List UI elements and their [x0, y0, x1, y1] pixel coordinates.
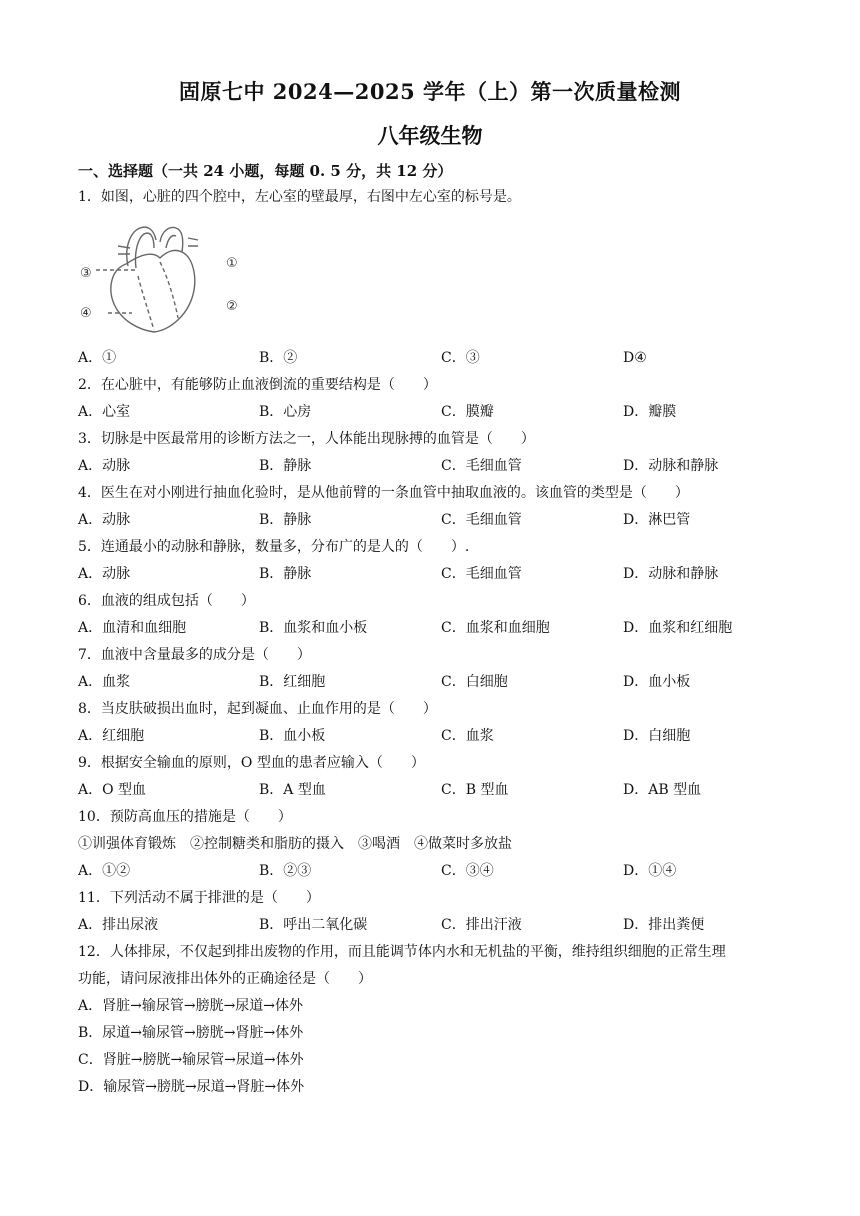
question-7-stem: 7．血液中含量最多的成分是（ ） [78, 647, 311, 663]
question-10-options [78, 861, 798, 881]
question-9-stem: 9．根据安全输血的原则，O 型血的患者应输入（ ） [78, 755, 425, 771]
question-2-stem: 2．在心脏中，有能够防止血液倒流的重要结构是（ ） [78, 377, 437, 393]
option-c: C．毛细血管 [441, 512, 522, 528]
option-a: A．血清和血细胞 [78, 620, 187, 636]
option-d: D．输尿管→膀胱→尿道→肾脏→体外 [78, 1079, 305, 1095]
option-c: C．毛细血管 [441, 458, 522, 474]
question-1-stem: 1．如图，心脏的四个腔中，左心室的壁最厚，右图中左心室的标号是。 [78, 189, 521, 205]
option-c: C．毛细血管 [441, 566, 522, 582]
question-4-options [78, 510, 798, 530]
option-d: D．淋巴管 [623, 512, 691, 528]
section-heading: 一、选择题（一共 24 小题，每题 0. 5 分，共 12 分） [78, 162, 453, 180]
label-1: ① [226, 256, 238, 271]
option-a: A．O 型血 [78, 782, 147, 798]
question-10-statements: ①训强体育锻炼 ②控制糖类和脂肪的摄入 ③喝酒 ④做菜时多放盐 [78, 836, 512, 852]
option-b: B．A 型血 [259, 782, 326, 798]
question-5-options [78, 564, 798, 584]
option-b: B．② [259, 350, 298, 366]
option-c: C．③ [441, 350, 480, 366]
option-a: A．红细胞 [78, 728, 145, 744]
option-d: D．瓣膜 [623, 404, 677, 420]
label-3: ③ [80, 266, 92, 281]
exam-title: 固原七中 2024—2025 学年（上）第一次质量检测 [178, 79, 681, 104]
option-b: B．红细胞 [259, 674, 326, 690]
question-12-stem-line-2: 功能，请问尿液排出体外的正确途径是（ ） [78, 971, 372, 987]
option-b: B．血浆和血小板 [259, 620, 368, 636]
question-5-stem: 5．连通最小的动脉和静脉，数量多，分布广的是人的（ ）. [78, 539, 470, 555]
question-6-stem: 6．血液的组成包括（ ） [78, 593, 255, 609]
option-b: B．静脉 [259, 458, 312, 474]
question-11-stem: 11．下列活动不属于排泄的是（ ） [78, 890, 320, 906]
option-d: D．①④ [623, 863, 677, 879]
option-a: A．排出尿液 [78, 917, 159, 933]
option-b: B．呼出二氧化碳 [259, 917, 368, 933]
question-12-stem-line-1: 12．人体排尿，不仅起到排出废物的作用，而且能调节体内水和无机盐的平衡，维持组织细胞的正常生理 [78, 944, 726, 960]
label-2: ② [226, 299, 238, 314]
option-c: C．肾脏→膀胱→输尿管→尿道→体外 [78, 1052, 304, 1068]
option-d: D．排出粪便 [623, 917, 705, 933]
option-a: A．动脉 [78, 512, 131, 528]
option-d: D④ [623, 350, 647, 366]
question-9-options [78, 780, 798, 800]
option-a: A．① [78, 350, 117, 366]
question-1-options [78, 348, 798, 368]
option-d: D．白细胞 [623, 728, 691, 744]
option-b: B．心房 [259, 404, 312, 420]
question-11-options [78, 915, 798, 935]
option-c: C．排出汗液 [441, 917, 522, 933]
option-a: A．肾脏→输尿管→膀胱→尿道→体外 [78, 998, 304, 1014]
option-c: C．血浆 [441, 728, 494, 744]
option-a: A．心室 [78, 404, 131, 420]
option-a: A．动脉 [78, 458, 131, 474]
question-4-stem: 4．医生在对小刚进行抽血化验时，是从他前臂的一条血管中抽取血液的。该血管的类型是（ ） [78, 485, 689, 501]
option-a: A．①② [78, 863, 131, 879]
option-b: B．血小板 [259, 728, 326, 744]
option-c: C．白细胞 [441, 674, 508, 690]
option-b: B．②③ [259, 863, 312, 879]
question-3-stem: 3．切脉是中医最常用的诊断方法之一，人体能出现脉搏的血管是（ ） [78, 431, 535, 447]
option-a: A．动脉 [78, 566, 131, 582]
option-d: D．血浆和红细胞 [623, 620, 733, 636]
option-c: C．血浆和血细胞 [441, 620, 550, 636]
option-d: D．动脉和静脉 [623, 458, 719, 474]
option-d: D．动脉和静脉 [623, 566, 719, 582]
heart-diagram [78, 218, 248, 336]
option-b: B．静脉 [259, 566, 312, 582]
option-c: C．膜瓣 [441, 404, 494, 420]
option-b: B．尿道→输尿管→膀胱→肾脏→体外 [78, 1025, 304, 1041]
option-c: C．B 型血 [441, 782, 509, 798]
question-8-stem: 8．当皮肤破损出血时，起到凝血、止血作用的是（ ） [78, 701, 437, 717]
question-8-options [78, 726, 798, 746]
question-6-options [78, 618, 798, 638]
option-c: C．③④ [441, 863, 494, 879]
exam-subtitle: 八年级生物 [377, 123, 483, 148]
label-4: ④ [80, 306, 92, 321]
question-3-options [78, 456, 798, 476]
question-2-options [78, 402, 798, 422]
option-b: B．静脉 [259, 512, 312, 528]
option-d: D．血小板 [623, 674, 691, 690]
option-d: D．AB 型血 [623, 782, 702, 798]
question-7-options [78, 672, 798, 692]
option-a: A．血浆 [78, 674, 131, 690]
question-10-stem: 10．预防高血压的措施是（ ） [78, 809, 292, 825]
